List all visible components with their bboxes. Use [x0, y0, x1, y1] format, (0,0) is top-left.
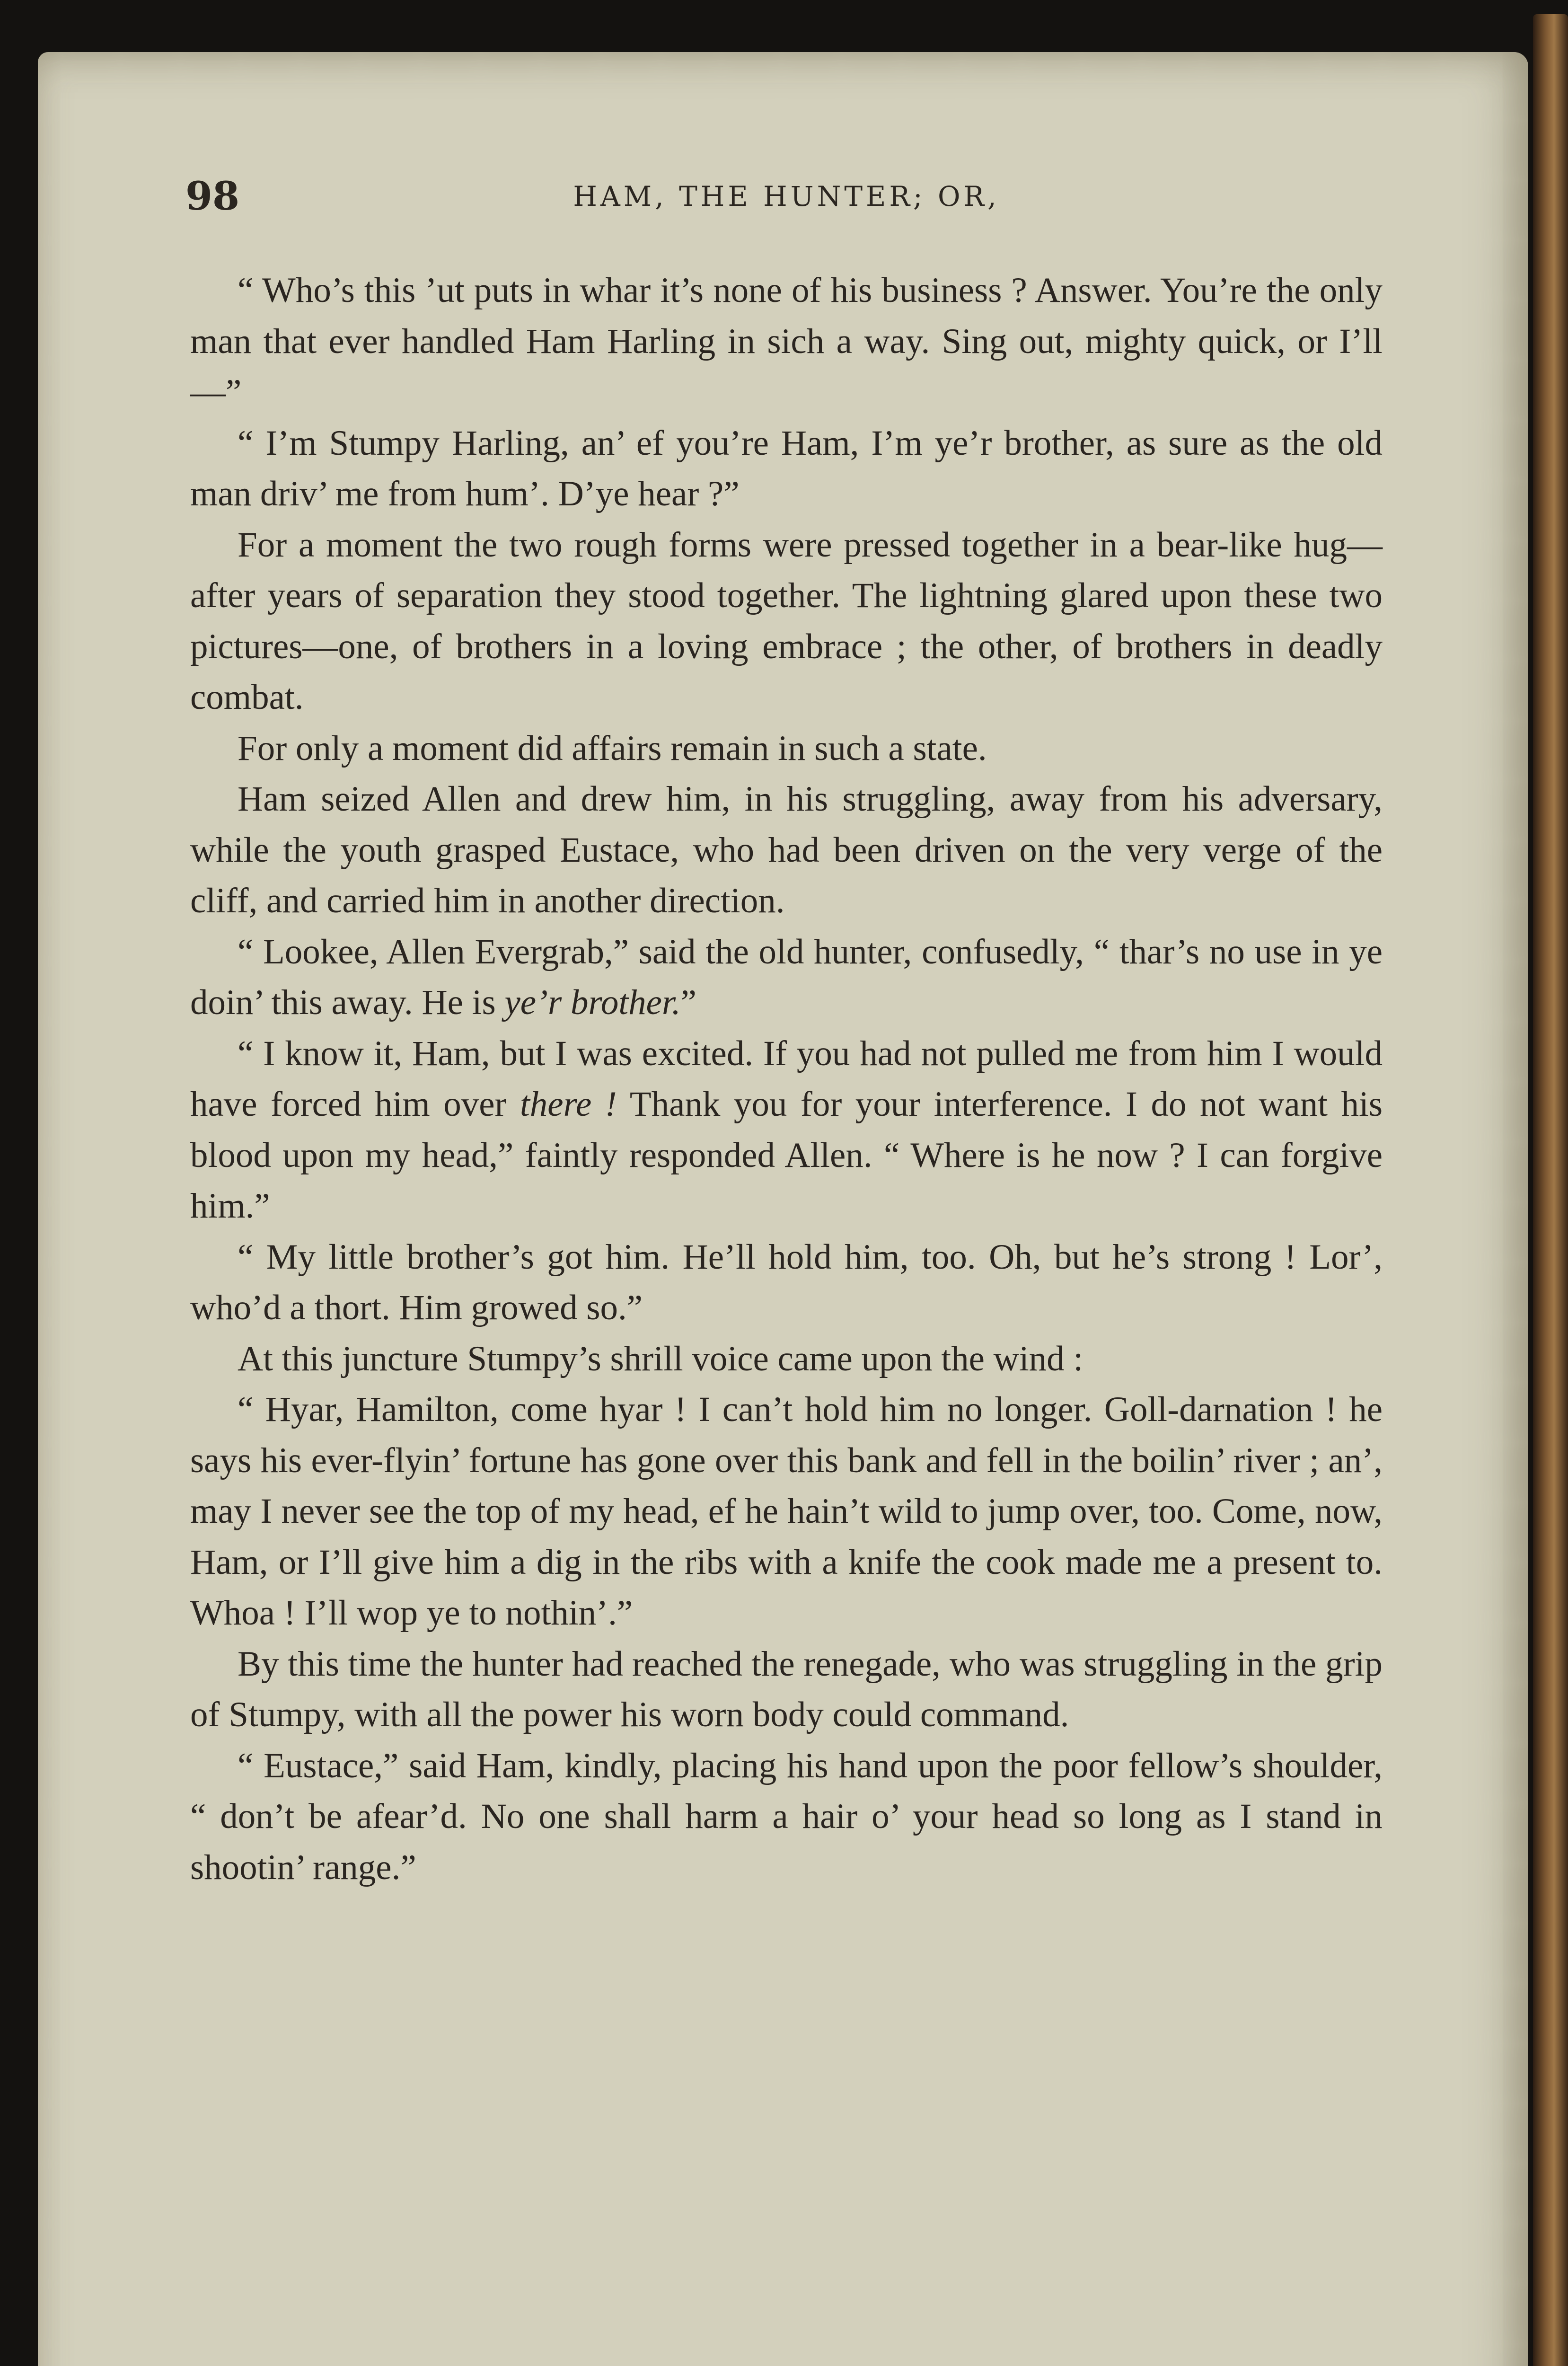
paragraph: “ Hyar, Hamilton, come hyar ! I can’t hold him no longer. Goll-darnation ! he says his ever-flyin’ fortune has gone over this bank and fell in the boilin’ river ; an’, may I never see the top of my head, ef he hain’t wild to jump over, too. Come, now, Ham, or I’ll give him a dig in the ribs with a knife the cook made me a present to. Whoa ! I’ll wop ye to nothin’.”	[190, 1390, 1383, 1633]
paragraph	[190, 927, 1383, 1028]
paragraph: Ham seized Allen and drew him, in his struggling, away from his adversary, while the youth grasped Eustace, who had been driven on the very verge of the cliff, and carried him in another direction.	[190, 779, 1383, 920]
running-head: HAM, THE HUNTER; OR,	[573, 180, 1000, 212]
paragraph: “ Eustace,” said Ham, kindly, placing his hand upon the poor fellow’s shoulder, “ don’t be afear’d. No one shall harm a hair o’ your head so long as I stand in shootin’ range.”	[190, 1746, 1383, 1887]
body-text	[190, 265, 1383, 1893]
book-spine	[1533, 14, 1568, 2366]
paragraph: For only a moment did affairs remain in such a state.	[238, 728, 987, 768]
italic-emphasis: there !	[520, 1085, 617, 1124]
paragraph-text: ”	[680, 983, 696, 1022]
italic-emphasis: ye’r brother.	[504, 983, 681, 1022]
paragraph: “ Who’s this ’ut puts in whar it’s none of his business ? Answer. You’re the only man that ever handled Ham Harling in sich a way. Sing out, mighty quick, or I’ll—”	[190, 271, 1383, 412]
paragraph: For a moment the two rough forms were pressed together in a bear-like hug—after years of separation they stood together. The lightning glared upon these two pictures—one, of brothers in a loving embrace ; the other, of brothers in deadly combat.	[190, 525, 1383, 717]
page-header	[185, 170, 1387, 222]
paragraph-text: “ I know it, Ham, but I was excited. If you had not pulled me from him I would have forced him over	[190, 1033, 1383, 1124]
paragraph-text: Thank you for your interference. I do not want his blood upon my head,” faintly responded Allen. “ Where is he now ? I can forgive him.”	[190, 1085, 1383, 1226]
paragraph-text: “ Lookee, Allen Evergrab,” said the old hunter, confusedly, “ thar’s no use in ye doin’ this away. He is	[190, 932, 1383, 1022]
paragraph: “ I’m Stumpy Harling, an’ ef you’re Ham, I’m ye’r brother, as sure as the old man driv’ me from hum’. D’ye hear ?”	[190, 423, 1383, 513]
paragraph: “ My little brother’s got him. He’ll hold him, too. Oh, but he’s strong ! Lor’, who’d a thort. Him growed so.”	[190, 1237, 1383, 1327]
paragraph	[190, 1028, 1383, 1232]
paragraph: By this time the hunter had reached the renegade, who was struggling in the grip of Stumpy, with all the power his worn body could command.	[190, 1644, 1383, 1734]
page-number: 98	[185, 174, 240, 219]
paragraph: At this juncture Stumpy’s shrill voice came upon the wind :	[238, 1339, 1084, 1378]
